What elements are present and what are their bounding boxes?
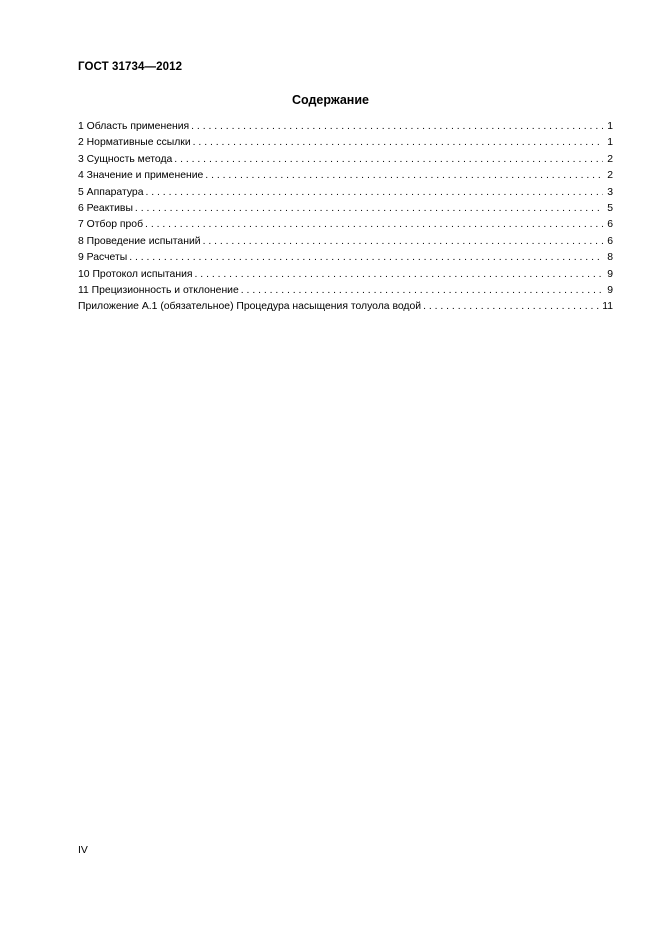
toc-entry-label: 4 Значение и применение (78, 170, 204, 182)
toc-leader-dots (193, 135, 603, 151)
toc-entry-page: 6 (607, 235, 613, 247)
toc-entry[interactable] (78, 201, 613, 217)
toc-title: Содержание (291, 93, 369, 107)
toc-leader-dots (145, 185, 603, 201)
toc-entry-label: 5 Аппаратура (78, 186, 144, 198)
toc-leader-dots (129, 250, 603, 266)
toc-leader-dots (203, 234, 603, 250)
toc-entry-page: 2 (607, 153, 613, 165)
toc-leader-dots (145, 217, 603, 233)
page-number: IV (78, 845, 88, 856)
toc-entry-label: 7 Отбор проб (78, 219, 144, 231)
toc-entry-page: 1 (607, 137, 613, 149)
toc-entry-label: 1 Область применения (78, 121, 190, 132)
toc-entry[interactable] (78, 250, 613, 266)
toc-entry[interactable] (78, 119, 613, 135)
table-of-contents (78, 119, 613, 316)
toc-entry[interactable] (78, 185, 613, 201)
document-header: ГОСТ 31734—2012 (78, 61, 183, 73)
toc-entry-page: 9 (607, 284, 613, 296)
toc-entry-label: 8 Проведение испытаний (78, 235, 201, 247)
toc-entry-page: 9 (607, 268, 613, 280)
toc-entry-page: 5 (607, 202, 613, 214)
toc-entry[interactable] (78, 135, 613, 151)
toc-leader-dots (191, 119, 603, 135)
toc-entry-label: 10 Протокол испытания (78, 268, 193, 280)
toc-leader-dots (135, 201, 603, 217)
toc-leader-dots (174, 152, 603, 168)
toc-leader-dots (241, 283, 603, 299)
toc-entry[interactable] (78, 217, 613, 233)
toc-entry[interactable] (78, 152, 613, 168)
toc-leader-dots (195, 267, 603, 283)
toc-leader-dots (423, 299, 599, 315)
toc-entry[interactable] (78, 267, 613, 283)
toc-entry-page: 11 (602, 301, 613, 313)
toc-entry-page: 3 (607, 186, 613, 198)
toc-entry-label: Приложение А.1 (обязательное) Процедура насыщения толуола водой (78, 301, 422, 313)
toc-entry-label: 9 Расчеты (78, 252, 128, 264)
toc-entry-label: 2 Нормативные ссылки (78, 137, 191, 149)
toc-entry-label: 3 Сущность метода (78, 153, 173, 165)
toc-leader-dots (205, 168, 603, 184)
toc-entry-page: 2 (607, 170, 613, 182)
toc-entry-label: 6 Реактивы (78, 202, 133, 214)
toc-entry-label: 11 Прецизионность и отклонение (78, 284, 239, 296)
toc-entry-page: 1 (607, 121, 613, 132)
toc-entry-page: 6 (607, 219, 613, 231)
toc-entry[interactable] (78, 168, 613, 184)
toc-entry[interactable] (78, 234, 613, 250)
toc-entry[interactable] (78, 299, 613, 315)
toc-entry-page: 8 (607, 252, 613, 264)
toc-entry[interactable] (78, 283, 613, 299)
